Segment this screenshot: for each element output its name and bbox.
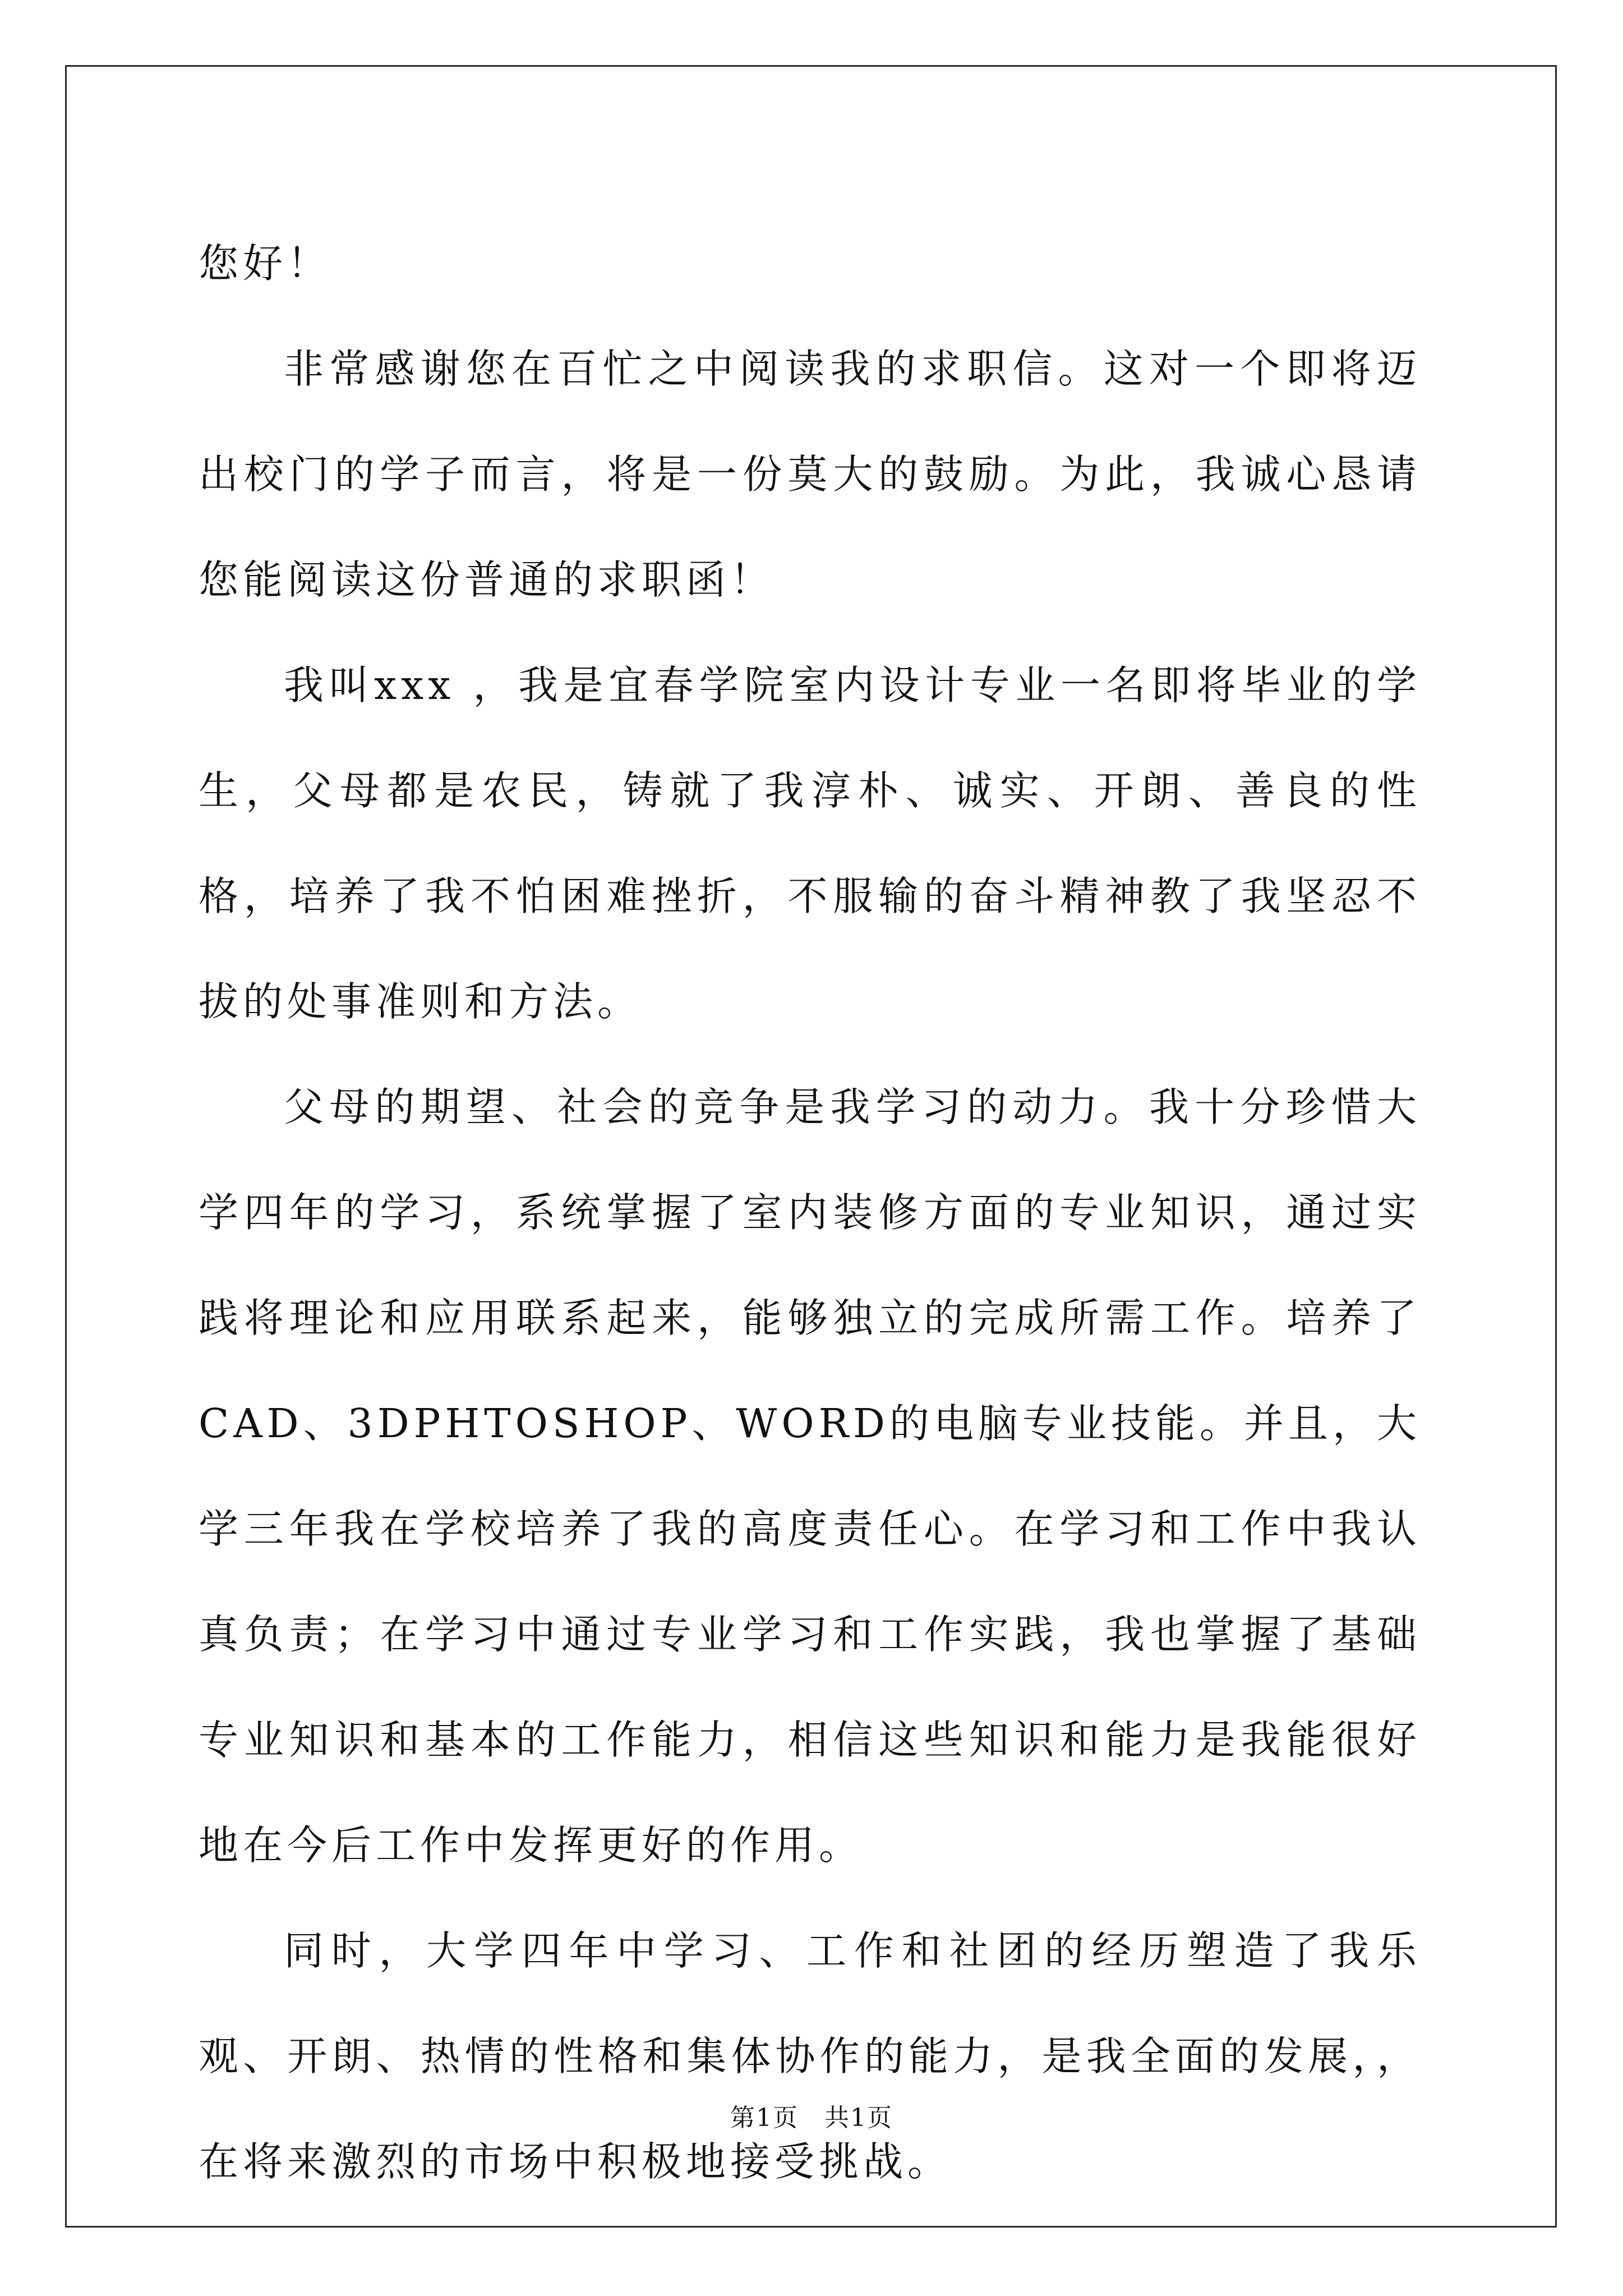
page-footer (0, 2101, 1623, 2135)
page-number-total: 共1页 (824, 2104, 893, 2132)
paragraph-thanks: 非常感谢您在百忙之中阅读我的求职信。这对一个即将迈出校门的学子而言，将是一份莫大的鼓励。为此，我诚心恳请您能阅读这份普通的求职函！ (199, 346, 1421, 603)
page-number-current: 第1页 (730, 2104, 799, 2132)
letter-body (199, 211, 1421, 2215)
paragraph-introduction: 我叫xxx ，我是宜春学院室内设计专业一名即将毕业的学生，父母都是农民，铸就了我淳朴、诚实、开朗、善良的性格，培养了我不怕困难挫折，不服输的奋斗精神教了我坚忍不拔的处事准则和方法。 (199, 662, 1421, 1025)
salutation: 您好！ (199, 240, 332, 287)
paragraph-education-skills: 父母的期望、社会的竞争是我学习的动力。我十分珍惜大学四年的学习，系统掌握了室内装修方面的专业知识，通过实践将理论和应用联系起来，能够独立的完成所需工作。培养了CAD、3DPHTOSHOP、WORD的电脑专业技能。并且，大学三年我在学校培养了我的高度责任心。在学习和工作中我认真负责；在学习中通过专业学习和工作实践，我也掌握了基础专业知识和基本的工作能力，相信这些知识和能力是我能很好地在今后工作中发挥更好的作用。 (199, 1084, 1421, 1869)
paragraph-personality: 同时，大学四年中学习、工作和社团的经历塑造了我乐观、开朗、热情的性格和集体协作的能力，是我全面的发展，，在将来激烈的市场中积极地接受挑战。 (199, 1927, 1421, 2185)
